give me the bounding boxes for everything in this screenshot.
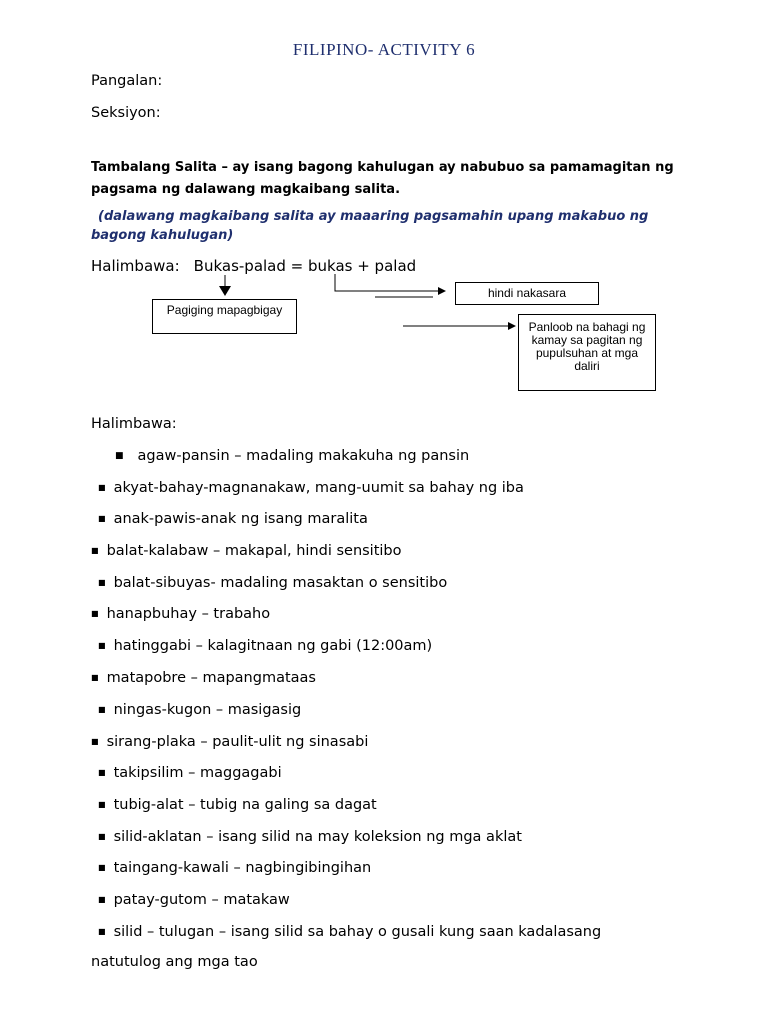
example-heading: Halimbawa:: [91, 257, 180, 275]
list-item: ■ silid-aklatan – isang silid na may koleksion ng mga aklat: [98, 829, 522, 845]
list-item: ■ matapobre – mapangmataas: [91, 670, 316, 686]
square-bullet-icon: ■: [115, 451, 124, 461]
arrow-down-icon: [219, 286, 231, 296]
list-item: ■ takipsilim – maggagabi: [98, 765, 282, 781]
square-bullet-icon: ■: [98, 832, 106, 841]
square-bullet-icon: ■: [91, 737, 99, 746]
example-formula: Bukas-palad = bukas + palad: [193, 257, 417, 275]
definition-text: Tambalang Salita – ay isang bagong kahulugan ay nabubuo sa pamamagitan ng pagsama ng dalawang magkaibang salita.: [91, 160, 674, 197]
square-bullet-icon: ■: [98, 578, 106, 587]
square-bullet-icon: ■: [98, 641, 106, 650]
arrow-right-icon: [508, 322, 516, 330]
list-item: ■ ningas-kugon – masigasig: [98, 702, 302, 718]
page-title: FILIPINO- ACTIVITY 6: [292, 40, 476, 59]
palad-meaning-box: Panloob na bahagi ng kamay sa pagitan ng pupulsuhan at mga daliri: [518, 314, 656, 391]
section-label: Seksiyon:: [91, 105, 161, 121]
name-label: Pangalan:: [91, 73, 163, 89]
square-bullet-icon: ■: [98, 800, 106, 809]
list-item: ■ patay-gutom – matakaw: [98, 892, 290, 908]
list-item: ■ sirang-plaka – paulit-ulit ng sinasabi: [91, 734, 369, 750]
meaning-box: Pagiging mapagbigay: [152, 299, 297, 334]
list-heading: Halimbawa:: [91, 416, 177, 432]
square-bullet-icon: ■: [98, 768, 106, 777]
list-item: ■ tubig-alat – tubig na galing sa dagat: [98, 797, 377, 813]
square-bullet-icon: ■: [98, 863, 106, 872]
list-item: ■ hatinggabi – kalagitnaan ng gabi (12:00am): [98, 638, 433, 654]
list-item: ■ hanapbuhay – trabaho: [91, 606, 271, 622]
list-item: ■ taingang-kawali – nagbingibingihan: [98, 860, 372, 876]
list-item: ■ silid – tulugan – isang silid sa bahay o gusali kung saan kadalasang: [98, 924, 602, 940]
list-item-continuation: natutulog ang mga tao: [91, 954, 258, 970]
square-bullet-icon: ■: [98, 705, 106, 714]
list-item: ■ akyat-bahay-magnanakaw, mang-uumit sa bahay ng iba: [98, 480, 524, 496]
square-bullet-icon: ■: [98, 895, 106, 904]
list-item: ■ anak-pawis-anak ng isang maralita: [98, 511, 368, 527]
square-bullet-icon: ■: [98, 514, 106, 523]
list-item: ■ agaw-pansin – madaling makakuha ng pansin: [115, 448, 470, 464]
square-bullet-icon: ■: [91, 673, 99, 682]
arrow-right-icon: [438, 287, 446, 295]
note-text: (dalawang magkaibang salita ay maaaring pagsamahin upang makabuo ng bagong kahulugan): [91, 209, 649, 243]
connector-line: [335, 274, 440, 291]
square-bullet-icon: ■: [91, 546, 99, 555]
square-bullet-icon: ■: [98, 927, 106, 936]
list-item: ■ balat-sibuyas- madaling masaktan o sensitibo: [98, 575, 448, 591]
square-bullet-icon: ■: [98, 483, 106, 492]
square-bullet-icon: ■: [91, 609, 99, 618]
list-item: ■ balat-kalabaw – makapal, hindi sensitibo: [91, 543, 402, 559]
bukas-meaning-box: hindi nakasara: [455, 282, 599, 305]
